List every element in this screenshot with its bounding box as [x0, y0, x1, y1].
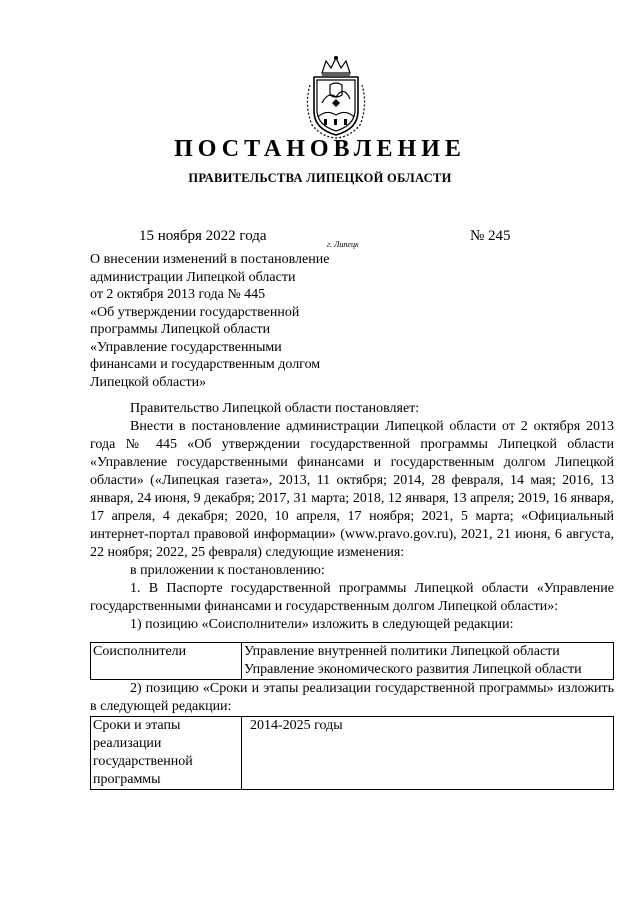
item-2-paragraph: 2) позицию «Сроки и этапы реализации государственной программы» изложить в следующей редакции: — [90, 681, 614, 714]
document-number: № 245 — [470, 228, 511, 244]
reference-line: администрации Липецкой области — [90, 269, 296, 285]
amendment-paragraph: Внести в постановление администрации Липецкой области от 2 октября 2013 года № 445 «Об утверждении государственной программы Липецкой области «Управление государственными финансами и государственным долгом Липецкой области» («Липецкая газета», 2013, 11 октября; 2014, 28 февраля, 14 мая; 2016, 13 января, 24 июня, 9 декабря; 2017, 31 марта; 2018, 12 января, 13 апреля; 2019, 16 января, 17 апреля, 4 декабря; 2020, 10 апреля, 17 ноября; 2021, 5 марта; «Официальный интернет-портал правовой информации» (www.pravo.gov.ru), 2021, 21 июня, 6 августа, 22 ноября; 2022, 25 февраля) следующие изменения: — [90, 419, 614, 560]
timeline-table — [90, 716, 614, 790]
table-value-line: Управление экономического развития Липецкой области — [244, 662, 582, 677]
table-value-cell — [242, 643, 614, 680]
table-label-cell: Соисполнители — [91, 643, 242, 680]
reference-line: программы Липецкой области — [90, 322, 271, 337]
reference-line: Липецкой области» — [90, 374, 207, 390]
item-1-paragraph: 1) позицию «Соисполнители» изложить в следующей редакции: — [130, 617, 514, 632]
reference-line: финансами и государственным долгом — [90, 357, 321, 372]
reference-block — [90, 251, 380, 391]
table-row — [91, 643, 614, 680]
document-body — [90, 400, 614, 790]
table-value-cell: 2014-2025 годы — [242, 717, 614, 790]
document-city: г. Липецк — [327, 240, 359, 249]
table-row — [91, 717, 614, 790]
reference-line: О внесении изменений в постановление — [90, 252, 330, 267]
reference-line: «Управление государственными — [90, 339, 282, 355]
appendix-paragraph: в приложении к постановлению: — [130, 563, 325, 578]
reference-line: от 2 октября 2013 года № 445 — [90, 287, 266, 302]
document-subtitle: ПРАВИТЕЛЬСТВА ЛИПЕЦКОЙ ОБЛАСТИ — [188, 171, 452, 185]
reference-line: «Об утверждении государственной — [90, 304, 300, 320]
co-executors-table — [90, 642, 614, 680]
passport-paragraph: 1. В Паспорте государственной программы Липецкой области «Управление государственными финансами и государственным долгом Липецкой области»: — [90, 581, 614, 614]
coat-of-arms-icon — [300, 55, 372, 139]
document-date: 15 ноября 2022 года — [139, 228, 267, 244]
table-value-line: Управление внутренней политики Липецкой области — [244, 644, 560, 659]
resolution-intro: Правительство Липецкой области постановляет: — [130, 401, 420, 416]
document-title: ПОСТАНОВЛЕНИЕ — [174, 136, 466, 162]
table-label-cell: Сроки и этапы реализации государственной программы — [91, 717, 242, 790]
